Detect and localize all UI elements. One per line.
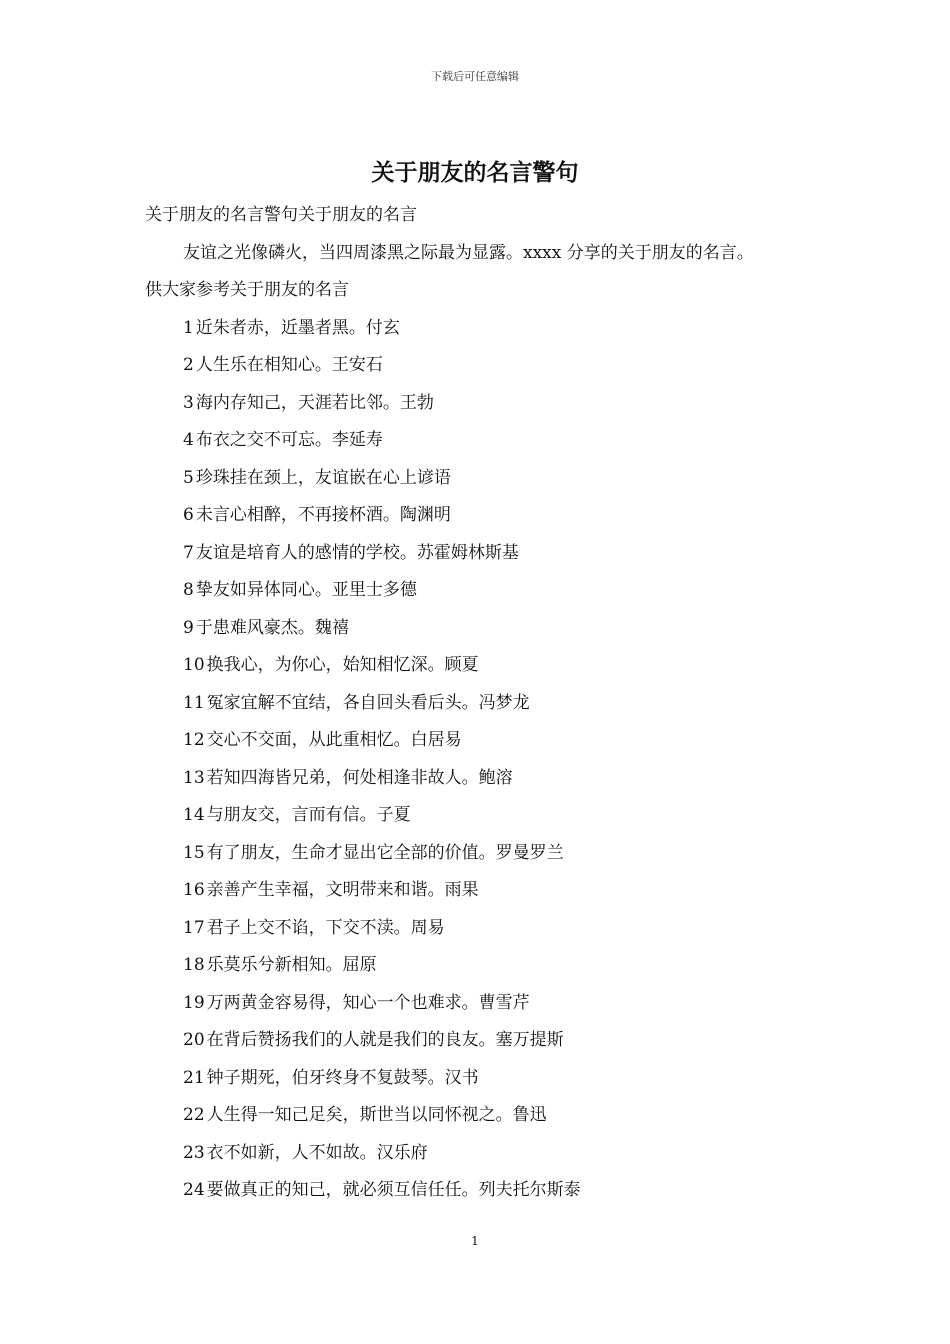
quote-number: 20	[183, 1030, 205, 1050]
quote-item	[145, 910, 835, 948]
quote-text: 珍珠挂在颈上，友谊嵌在心上谚语	[195, 467, 451, 488]
quote-item	[145, 347, 835, 385]
quote-number: 17	[183, 917, 205, 938]
quote-item	[145, 535, 835, 573]
quote-item	[145, 385, 835, 423]
quote-number: 18	[183, 955, 205, 975]
quote-item	[145, 760, 835, 798]
quote-text: 人生得一知己足矣，斯世当以同怀视之。鲁迅	[206, 1105, 547, 1125]
quote-text: 在背后赞扬我们的人就是我们的良友。塞万提斯	[206, 1030, 564, 1050]
quote-text: 有了朋友，生命才显出它全部的价值。罗曼罗兰	[206, 842, 564, 863]
quote-item	[145, 947, 835, 985]
quote-item	[145, 985, 835, 1023]
quote-number: 15	[183, 842, 205, 863]
quote-text: 海内存知己，天涯若比邻。王勃	[195, 392, 434, 413]
quote-number: 22	[183, 1105, 205, 1125]
quote-text: 衣不如新，人不如故。汉乐府	[206, 1142, 428, 1163]
quote-text: 挚友如异体同心。亚里士多德	[195, 580, 417, 600]
quote-text: 若知四海皆兄弟，何处相逢非故人。鲍溶	[206, 767, 513, 788]
subtitle-line: 关于朋友的名言警句关于朋友的名言	[145, 205, 417, 225]
quote-text: 换我心，为你心，始知相忆深。顾夏	[206, 655, 479, 675]
quote-number: 19	[183, 992, 205, 1013]
quote-text: 人生乐在相知心。王安石	[195, 355, 383, 375]
quote-text: 交心不交面，从此重相忆。白居易	[206, 730, 462, 750]
quote-number: 7	[183, 542, 194, 563]
quote-text: 友谊是培育人的感情的学校。苏霍姆林斯基	[195, 542, 519, 563]
quote-item	[145, 610, 835, 648]
quote-number: 24	[183, 1180, 205, 1200]
quote-number: 23	[183, 1142, 205, 1163]
quote-number: 5	[183, 467, 194, 488]
quote-text: 钟子期死，伯牙终身不复鼓琴。汉书	[206, 1067, 479, 1088]
quote-text: 未言心相醉，不再接杯酒。陶渊明	[195, 505, 451, 525]
quote-item	[145, 722, 835, 760]
quote-item	[145, 1022, 835, 1060]
quote-text: 万两黄金容易得，知心一个也难求。曹雪芹	[206, 992, 530, 1013]
quote-text: 冤家宜解不宜结，各自回头看后头。冯梦龙	[206, 692, 530, 713]
quote-number: 11	[183, 692, 205, 713]
quote-text: 乐莫乐兮新相知。屈原	[206, 955, 377, 975]
quote-item	[145, 422, 835, 460]
quote-item	[145, 835, 835, 873]
quote-item	[145, 1060, 835, 1098]
quote-number: 6	[183, 505, 194, 525]
document-title: 关于朋友的名言警句	[371, 160, 579, 186]
intro-line-1: 友谊之光像磷火，当四周漆黑之际最为显露。xxxx 分享的关于朋友的名言。	[183, 242, 754, 263]
quote-item	[145, 872, 835, 910]
quote-text: 亲善产生幸福，文明带来和谐。雨果	[206, 880, 479, 900]
page-number: 1	[471, 1234, 479, 1248]
document-body	[145, 197, 835, 1210]
quote-item	[145, 1097, 835, 1135]
quote-number: 1	[183, 317, 194, 338]
quote-text: 君子上交不谄，下交不渎。周易	[206, 917, 445, 938]
quote-text: 于患难风豪杰。魏禧	[195, 617, 349, 638]
quote-item	[145, 460, 835, 498]
quote-item	[145, 647, 835, 685]
quote-item	[145, 797, 835, 835]
quote-number: 3	[183, 392, 194, 413]
quote-number: 2	[183, 355, 194, 375]
quote-number: 9	[183, 617, 194, 638]
quote-number: 14	[183, 805, 205, 825]
quote-number: 21	[183, 1067, 205, 1088]
quote-text: 要做真正的知己，就必须互信任任。列夫托尔斯泰	[206, 1180, 581, 1200]
quote-text: 近朱者赤，近墨者黑。付玄	[195, 317, 400, 338]
quote-item	[145, 1172, 835, 1210]
quote-item	[145, 497, 835, 535]
quote-text: 布衣之交不可忘。李延寿	[195, 430, 383, 450]
quote-number: 13	[183, 767, 205, 788]
quote-item	[145, 572, 835, 610]
quote-number: 10	[183, 655, 205, 675]
quote-number: 12	[183, 730, 205, 750]
quote-number: 8	[183, 580, 194, 600]
quote-number: 16	[183, 880, 205, 900]
quote-number: 4	[183, 430, 194, 450]
quote-list	[145, 310, 835, 1210]
quote-item	[145, 1135, 835, 1173]
page-header: 下载后可任意编辑	[431, 70, 519, 83]
intro-line-2: 供大家参考关于朋友的名言	[145, 280, 349, 300]
quote-item	[145, 310, 835, 348]
quote-item	[145, 685, 835, 723]
quote-text: 与朋友交，言而有信。子夏	[206, 805, 411, 825]
